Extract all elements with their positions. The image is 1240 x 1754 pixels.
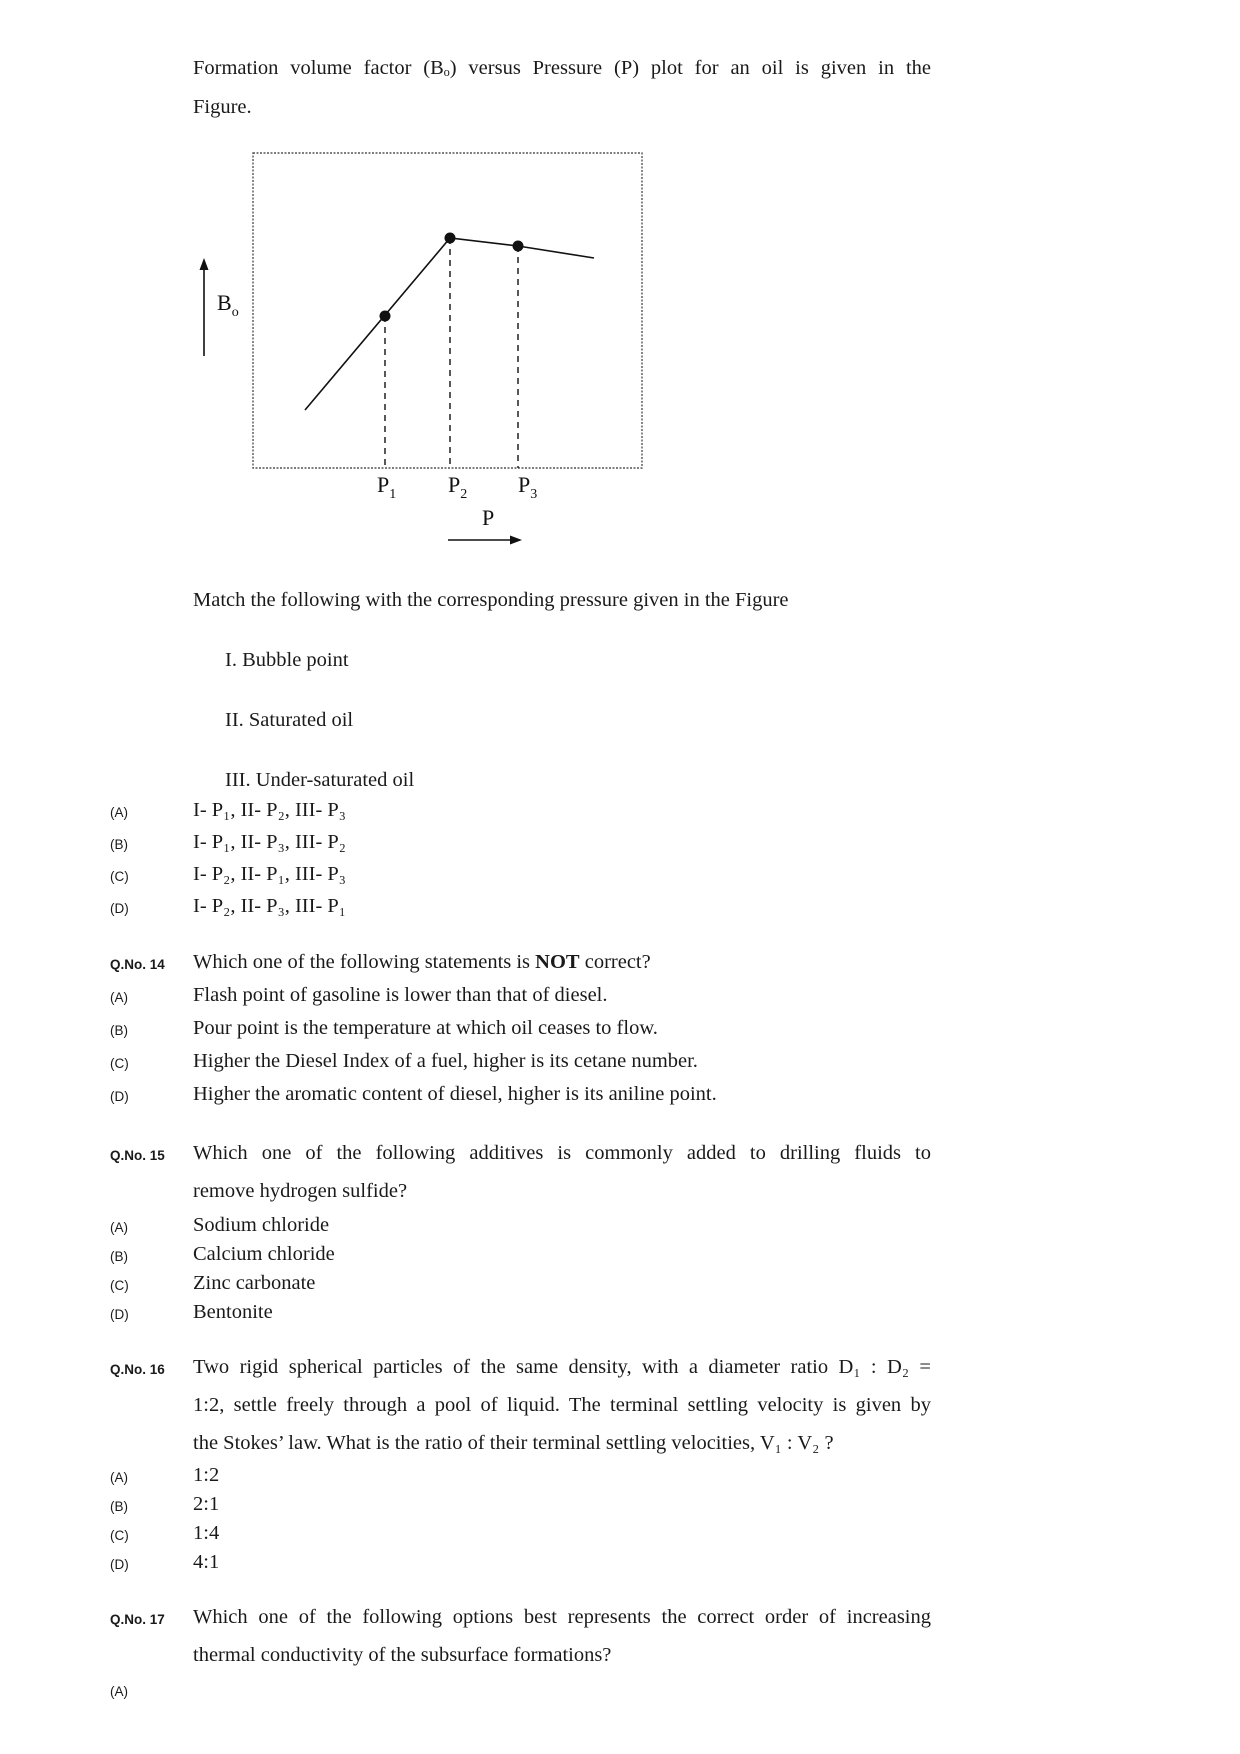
q14-option-label-d: (D) <box>110 1089 129 1104</box>
q16-option-c: 1:4 <box>193 1522 220 1544</box>
bo-vs-pressure-figure <box>0 0 1240 560</box>
q15-option-label-b: (B) <box>110 1249 128 1264</box>
y-axis-arrowhead <box>200 258 209 270</box>
q16-stem-line-2: 1:2, settle freely through a pool of liquid. The terminal settling velocity is given by <box>193 1394 931 1416</box>
q16-option-label-c: (C) <box>110 1528 129 1543</box>
x-axis-arrowhead <box>510 536 522 545</box>
q14-option-d: Higher the aromatic content of diesel, higher is its aniline point. <box>193 1083 717 1105</box>
q15-option-a: Sodium chloride <box>193 1214 330 1236</box>
q14-option-b: Pour point is the temperature at which oil ceases to flow. <box>193 1017 658 1039</box>
q13-option-label-d: (D) <box>110 901 129 916</box>
q17-option-label-a: (A) <box>110 1684 128 1699</box>
q13-option-d: I- P₂, II- P₃, III- P₁ <box>193 895 346 917</box>
q15-option-label-c: (C) <box>110 1278 129 1293</box>
tick-label-p3: $P_3$ <box>518 472 538 502</box>
q13-item-1: I. Bubble point <box>225 649 349 671</box>
q13-option-c: I- P₂, II- P₁, III- P₃ <box>193 863 346 885</box>
q15-option-label-a: (A) <box>110 1220 128 1235</box>
q14-number: Q.No. 14 <box>110 957 165 972</box>
intro-line-2: Figure. <box>193 96 252 118</box>
q13-item-2: II. Saturated oil <box>225 709 354 731</box>
q13-option-label-b: (B) <box>110 837 128 852</box>
q16-stem-line-3: the Stokes’ law. What is the ratio of their terminal settling velocities, V₁ : V₂ ? <box>193 1432 834 1454</box>
q16-option-label-d: (D) <box>110 1557 129 1572</box>
q14-option-c: Higher the Diesel Index of a fuel, higher is its cetane number. <box>193 1050 698 1072</box>
x-axis-label: P <box>482 505 495 530</box>
q15-stem-line-1: Which one of the following additives is commonly added to drilling fluids to <box>193 1142 931 1164</box>
q16-option-d: 4:1 <box>193 1551 220 1573</box>
q14-stem: Which one of the following statements is NOT correct? <box>193 951 651 973</box>
q15-option-b: Calcium chloride <box>193 1243 335 1265</box>
q14-option-a: Flash point of gasoline is lower than that of diesel. <box>193 984 608 1006</box>
q17-stem-line-2: thermal conductivity of the subsurface formations? <box>193 1644 612 1666</box>
figure-frame <box>253 153 642 468</box>
q17-stem-line-1: Which one of the following options best represents the correct order of increasing <box>193 1606 931 1628</box>
q13-prompt: Match the following with the corresponding pressure given in the Figure <box>193 589 789 611</box>
q15-option-c: Zinc carbonate <box>193 1272 316 1294</box>
q15-option-d: Bentonite <box>193 1301 273 1323</box>
q15-number: Q.No. 15 <box>110 1148 165 1163</box>
q15-stem-line-2: remove hydrogen sulfide? <box>193 1180 408 1202</box>
q13-option-b: I- P₁, II- P₃, III- P₂ <box>193 831 346 853</box>
y-axis-label: $B_o$ <box>217 290 239 320</box>
q16-number: Q.No. 16 <box>110 1362 165 1377</box>
q16-option-b: 2:1 <box>193 1493 220 1515</box>
tick-label-p2: $P_2$ <box>448 472 468 502</box>
q16-option-label-b: (B) <box>110 1499 128 1514</box>
q15-option-label-d: (D) <box>110 1307 129 1322</box>
q17-number: Q.No. 17 <box>110 1612 165 1627</box>
q16-option-label-a: (A) <box>110 1470 128 1485</box>
intro-line-1: Formation volume factor (Bₒ) versus Pressure (P) plot for an oil is given in the <box>193 57 931 79</box>
tick-label-p1: $P_1$ <box>377 472 397 502</box>
q16-stem-line-1: Two rigid spherical particles of the same density, with a diameter ratio D₁ : D₂ = <box>193 1356 931 1378</box>
point-p2 <box>445 233 456 244</box>
point-p1 <box>380 311 391 322</box>
q14-option-label-a: (A) <box>110 990 128 1005</box>
q14-stem-emphasis: NOT <box>535 951 580 973</box>
q16-option-a: 1:2 <box>193 1464 220 1486</box>
q14-option-label-c: (C) <box>110 1056 129 1071</box>
q13-option-a: I- P₁, II- P₂, III- P₃ <box>193 799 346 821</box>
point-p3 <box>513 241 524 252</box>
q13-item-3: III. Under-saturated oil <box>225 769 415 791</box>
q14-option-label-b: (B) <box>110 1023 128 1038</box>
q13-option-label-a: (A) <box>110 805 128 820</box>
q13-option-label-c: (C) <box>110 869 129 884</box>
